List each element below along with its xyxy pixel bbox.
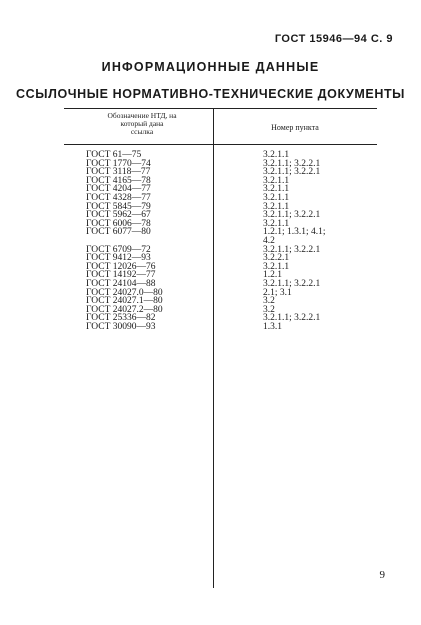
clause-number: 1.2.1 xyxy=(263,270,282,281)
column-header-document-line: ссылка xyxy=(130,127,154,136)
section-title: ИНФОРМАЦИОННЫЕ ДАННЫЕ xyxy=(101,60,320,74)
table-row xyxy=(0,323,421,332)
document-designation: ГОСТ 9412—93 xyxy=(86,253,151,264)
page-number: 9 xyxy=(379,569,385,581)
clause-number: 3.2.2.1 xyxy=(263,253,290,264)
clause-number: 3.2.1.1; 3.2.2.1 xyxy=(263,158,321,169)
document-designation: ГОСТ 4204—77 xyxy=(86,184,151,195)
clause-number: 3.2 xyxy=(263,304,275,315)
clause-number: 3.2.1.1 xyxy=(263,184,290,195)
document-designation: ГОСТ 5962—67 xyxy=(86,210,151,221)
column-header-document-line: который дана xyxy=(120,119,164,128)
column-header-document-line: Обозначение НТД, на xyxy=(107,111,177,120)
document-designation: ГОСТ 30090—93 xyxy=(86,322,156,332)
clause-number: 3.2.1.1 xyxy=(263,201,290,212)
document-reference: ГОСТ 15946—94 С. 9 xyxy=(274,33,393,45)
document-designation: ГОСТ 3118—77 xyxy=(86,167,151,178)
clause-number: 3.2 xyxy=(263,296,275,307)
table-header-rule xyxy=(64,144,377,145)
document-designation: ГОСТ 61—75 xyxy=(86,150,142,160)
document-designation: ГОСТ 24027.1—80 xyxy=(86,296,163,307)
clause-number: 3.2.1.1 xyxy=(263,261,290,272)
clause-number: 3.2.1.1; 3.2.2.1 xyxy=(263,244,321,255)
document-designation: ГОСТ 6709—72 xyxy=(86,244,151,255)
clause-number: 3.2.1.1 xyxy=(263,218,290,229)
clause-number: 2.1; 3.1 xyxy=(263,287,292,298)
clause-number: 3.2.1.1; 3.2.2.1 xyxy=(263,279,321,289)
document-designation: ГОСТ 24027.0—80 xyxy=(86,287,163,298)
document-designation: ГОСТ 1770—74 xyxy=(86,158,151,169)
clause-number: 3.2.1.1 xyxy=(263,193,290,203)
column-header-document xyxy=(78,112,206,136)
clause-number: 3.2.1.1; 3.2.2.1 xyxy=(263,210,321,221)
clause-number: 3.2.1.1; 3.2.2.1 xyxy=(263,313,321,324)
document-designation: ГОСТ 6077—80 xyxy=(86,227,151,238)
clause-number: 1.2.1; 1.3.1; 4.1; xyxy=(263,227,326,238)
document-designation: ГОСТ 4165—78 xyxy=(86,175,151,186)
document-designation: ГОСТ 4328—77 xyxy=(86,193,151,203)
document-designation: ГОСТ 6006—78 xyxy=(86,218,151,229)
document-designation: ГОСТ 12026—76 xyxy=(86,261,156,272)
section-subtitle: ССЫЛОЧНЫЕ НОРМАТИВНО-ТЕХНИЧЕСКИЕ ДОКУМЕНТЫ xyxy=(15,87,406,101)
clause-number: 3.2.1.1 xyxy=(263,150,290,160)
table-top-rule xyxy=(64,108,377,109)
clause-number: 3.2.1.1; 3.2.2.1 xyxy=(263,167,321,178)
clause-number: 1.3.1 xyxy=(263,322,282,332)
clause-number: 3.2.1.1 xyxy=(263,175,290,186)
clause-number: 4.2 xyxy=(263,236,275,246)
column-header-clause: Номер пункта xyxy=(271,123,319,132)
document-designation: ГОСТ 24027.2—80 xyxy=(86,304,163,315)
document-designation: ГОСТ 14192—77 xyxy=(86,270,156,281)
document-designation: ГОСТ 5845—79 xyxy=(86,201,151,212)
document-designation: ГОСТ 25336—82 xyxy=(86,313,156,324)
document-designation: ГОСТ 24104—88 xyxy=(86,279,156,289)
